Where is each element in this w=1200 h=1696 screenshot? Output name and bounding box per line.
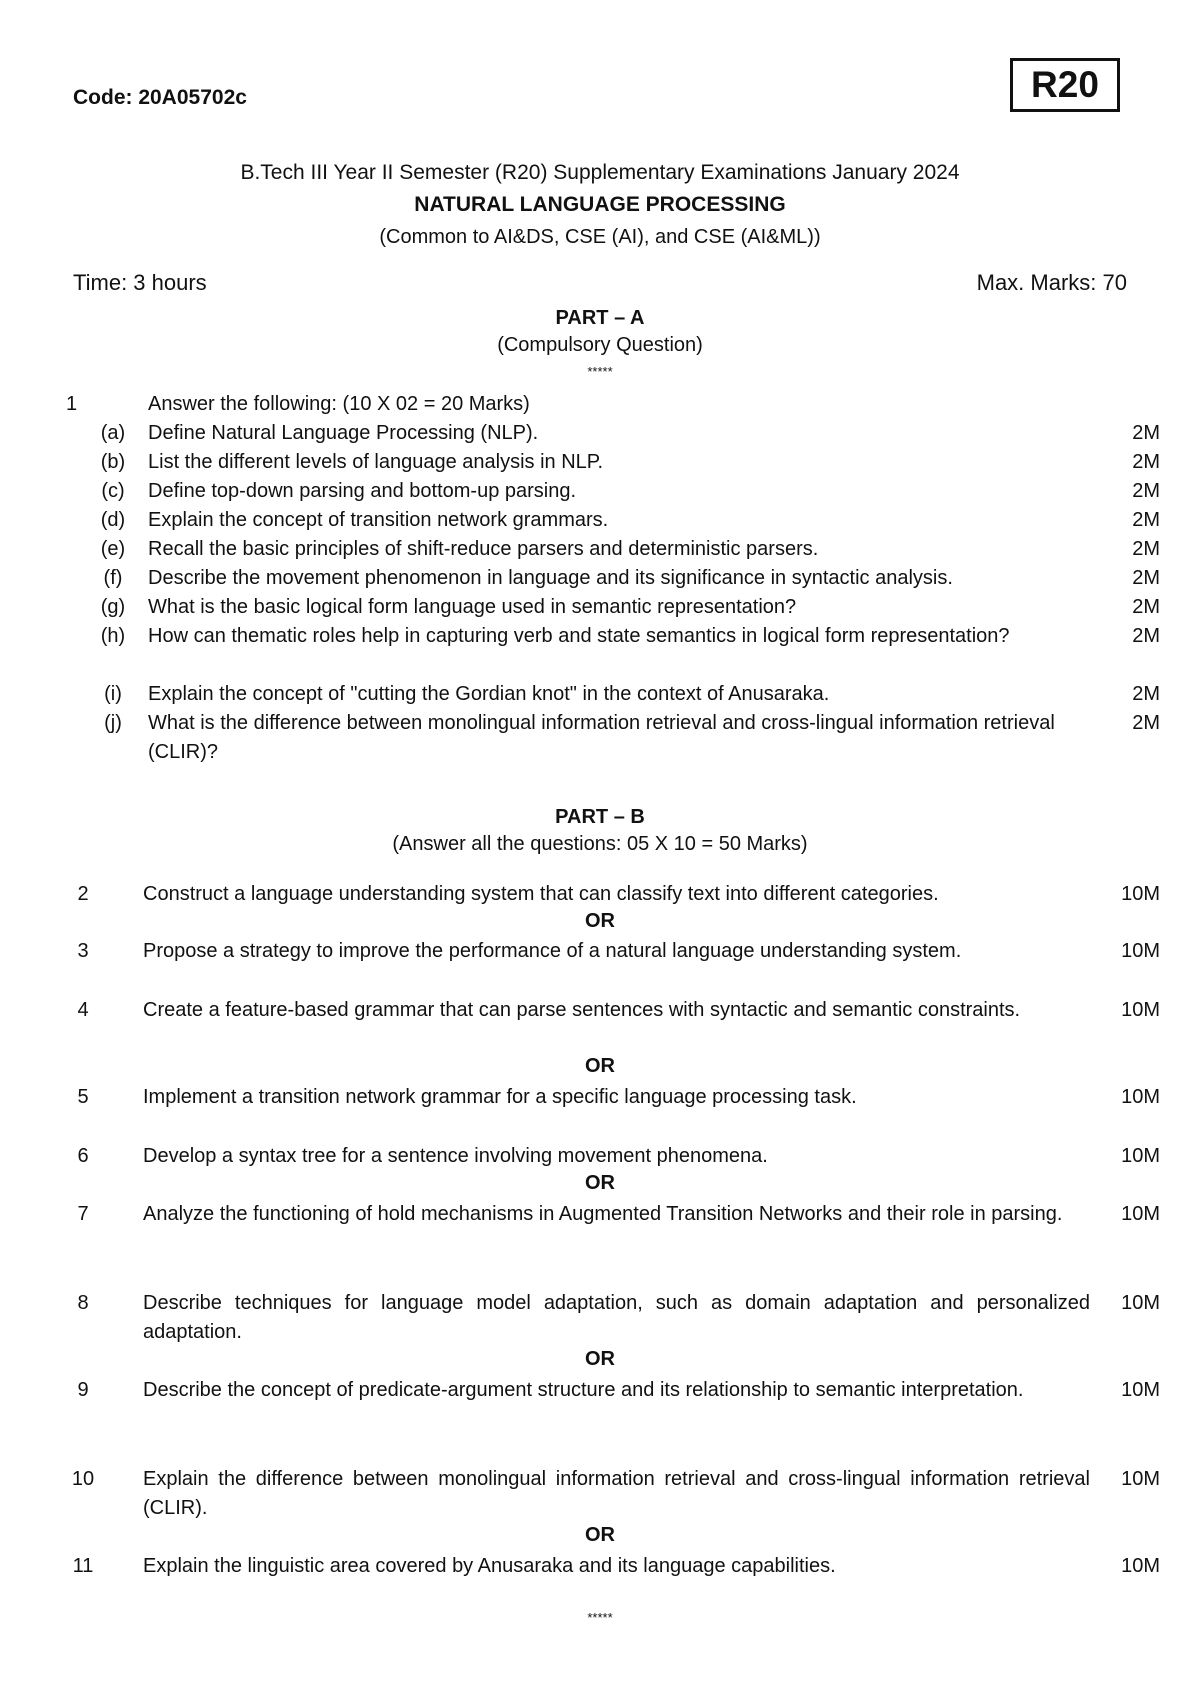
question-text: Construct a language understanding system that can classify text into different categories.	[143, 883, 939, 905]
question-number: 9	[77, 1379, 89, 1401]
item-label: (a)	[100, 422, 126, 444]
item-marks: 2M	[1132, 480, 1160, 502]
item-marks: 2M	[1132, 538, 1160, 560]
item-label: (b)	[100, 451, 126, 473]
part-a-subtitle: (Compulsory Question)	[497, 334, 703, 356]
item-text: Define Natural Language Processing (NLP).	[148, 422, 539, 444]
item-marks: 2M	[1132, 509, 1160, 531]
item-text: Recall the basic principles of shift-reduce parsers and deterministic parsers.	[148, 538, 819, 560]
question-text: Create a feature-based grammar that can parse sentences with syntactic and semantic constraints.	[143, 999, 1021, 1021]
question-marks: 10M	[1121, 883, 1160, 905]
question-number: 10	[71, 1468, 95, 1490]
item-text: How can thematic roles help in capturing verb and state semantics in logical form representation?	[148, 625, 1010, 647]
question-1-instruction: Answer the following: (10 X 02 = 20 Marks)	[148, 393, 530, 415]
item-marks: 2M	[1132, 596, 1160, 618]
paper-code: Code: 20A05702c	[73, 86, 247, 109]
item-text: What is the difference between monolingual information retrieval and cross-lingual information retrieval (CLIR)?	[148, 712, 1055, 763]
max-marks: Max. Marks: 70	[976, 270, 1127, 295]
question-text: Describe techniques for language model adaptation, such as domain adaptation and personalized adaptation.	[143, 1292, 1090, 1343]
item-label: (j)	[104, 712, 122, 734]
question-number: 6	[77, 1145, 89, 1167]
question-number: 1	[66, 393, 78, 415]
question-number: 2	[77, 883, 89, 905]
item-text: List the different levels of language analysis in NLP.	[148, 451, 604, 473]
question-number: 5	[77, 1086, 89, 1108]
common-branches: (Common to AI&DS, CSE (AI), and CSE (AI&ML))	[379, 226, 821, 248]
question-marks: 10M	[1121, 1379, 1160, 1401]
question-number: 11	[72, 1555, 94, 1577]
item-text: Describe the movement phenomenon in language and its significance in syntactic analysis.	[148, 567, 953, 589]
question-marks: 10M	[1121, 1468, 1160, 1490]
item-label: (d)	[100, 509, 126, 531]
item-marks: 2M	[1132, 712, 1160, 734]
question-number: 3	[77, 940, 89, 962]
question-text: Explain the linguistic area covered by Anusaraka and its language capabilities.	[143, 1555, 836, 1577]
question-text: Explain the difference between monolingual information retrieval and cross-lingual information retrieval (CLIR).	[143, 1468, 1090, 1519]
or-divider: OR	[585, 1524, 615, 1546]
question-marks: 10M	[1121, 1086, 1160, 1108]
item-marks: 2M	[1132, 451, 1160, 473]
part-a-title: PART – A	[555, 307, 645, 329]
item-label: (g)	[100, 596, 126, 618]
question-marks: 10M	[1121, 1292, 1160, 1314]
question-marks: 10M	[1121, 1203, 1160, 1225]
item-text: What is the basic logical form language used in semantic representation?	[148, 596, 797, 618]
or-divider: OR	[585, 1055, 615, 1077]
question-marks: 10M	[1121, 940, 1160, 962]
or-divider: OR	[585, 910, 615, 932]
part-b-subtitle: (Answer all the questions: 05 X 10 = 50 Marks)	[392, 833, 808, 855]
part-b-title: PART – B	[555, 806, 645, 828]
regulation-box: R20	[1010, 58, 1120, 112]
item-marks: 2M	[1132, 683, 1160, 705]
question-number: 4	[77, 999, 89, 1021]
question-marks: 10M	[1121, 999, 1160, 1021]
subject-title: NATURAL LANGUAGE PROCESSING	[414, 193, 786, 216]
exam-title: B.Tech III Year II Semester (R20) Supplementary Examinations January 2024	[240, 161, 960, 184]
or-divider: OR	[585, 1348, 615, 1370]
item-label: (f)	[103, 567, 123, 589]
question-number: 8	[77, 1292, 89, 1314]
item-label: (c)	[101, 480, 125, 502]
footer-stars: *****	[587, 1610, 613, 1625]
question-marks: 10M	[1121, 1145, 1160, 1167]
question-text: Analyze the functioning of hold mechanisms in Augmented Transition Networks and their role in parsing.	[143, 1203, 1063, 1225]
item-label: (h)	[100, 625, 126, 647]
question-text: Develop a syntax tree for a sentence involving movement phenomena.	[143, 1145, 768, 1167]
item-marks: 2M	[1132, 422, 1160, 444]
question-marks: 10M	[1121, 1555, 1160, 1577]
item-text: Define top-down parsing and bottom-up parsing.	[148, 480, 577, 502]
part-a-stars: *****	[587, 364, 613, 379]
question-text: Implement a transition network grammar for a specific language processing task.	[143, 1086, 857, 1108]
item-text: Explain the concept of transition network grammars.	[148, 509, 609, 531]
item-marks: 2M	[1132, 625, 1160, 647]
item-label: (e)	[100, 538, 126, 560]
item-label: (i)	[104, 683, 122, 705]
or-divider: OR	[585, 1172, 615, 1194]
item-text: Explain the concept of "cutting the Gordian knot" in the context of Anusaraka.	[148, 683, 830, 705]
exam-time: Time: 3 hours	[73, 270, 207, 295]
question-text: Propose a strategy to improve the performance of a natural language understanding system.	[143, 940, 962, 962]
question-text: Describe the concept of predicate-argument structure and its relationship to semantic interpretation.	[143, 1379, 1024, 1401]
item-marks: 2M	[1132, 567, 1160, 589]
question-number: 7	[77, 1203, 89, 1225]
